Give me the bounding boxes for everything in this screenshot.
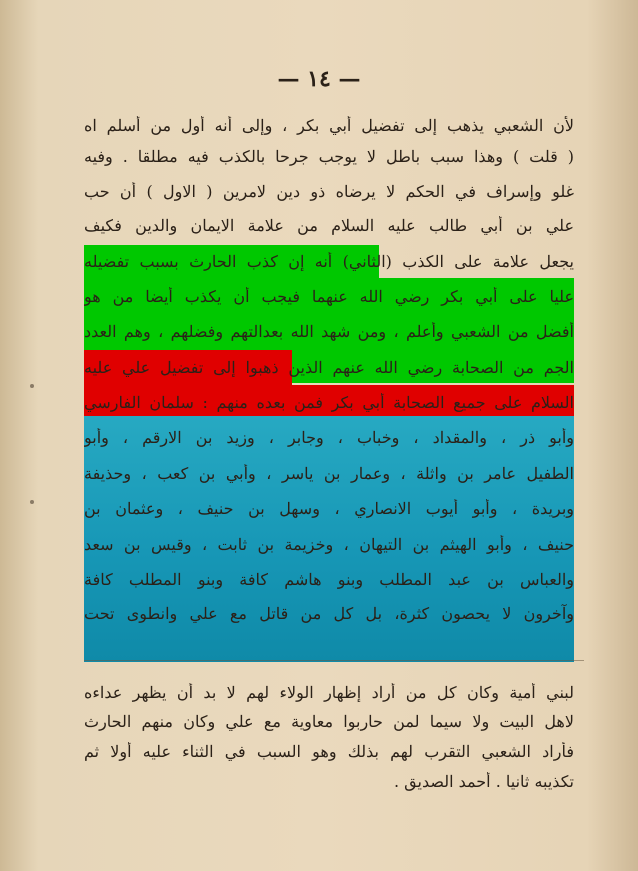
- text-line: عليا على أبي بكر رضي الله عنهما فيجب أن يكذب أيضا من هو: [84, 287, 574, 306]
- footnote-line: تكذيبه ثانيا . أحمد الصديق .: [393, 772, 574, 791]
- text-line: أفضل من الشعبي وأعلم ، ومن شهد الله بعدالتهم وفضلهم ، وهم العدد: [84, 322, 574, 341]
- text-line: يجعل علامة على الكذب (الثاني) أنه إن كذب الحارث بسبب تفضيله: [84, 252, 574, 271]
- text-line: الطفيل عامر بن واثلة ، وعمار بن ياسر ، وأبي بن كعب ، وحذيفة: [84, 464, 574, 483]
- footnote-line: لبني أمية وكان كل من أراد إظهار الولاء لهم لا بد أن يظهر عداءه: [84, 683, 574, 702]
- text-line: الجم من الصحابة رضي الله عنهم الذين ذهبوا إلى تفضيل علي عليه: [84, 358, 574, 377]
- text-line: وآخرون لا يحصون كثرة، بل كل من قاتل مع علي وانطوى تحت: [84, 604, 574, 623]
- text-line: غلو وإسراف في الحكم لا يرضاه ذو دين لامرين ( الاول ) أن حب: [84, 182, 574, 201]
- footnote-line: لاهل البيت ولا سيما لمن حاربوا معاوية مع علي وكان منهم الحارث: [84, 712, 574, 731]
- page-number: — ١٤ —: [277, 66, 361, 92]
- text-line: لأن الشعبي يذهب إلى تفضيل أبي بكر ، وإلى أنه أول من أسلم اه: [84, 116, 574, 135]
- text-line: علي بن أبي طالب عليه السلام من علامة الايمان والدين فكيف: [84, 216, 574, 235]
- footnote-line: فأراد الشعبي التقرب لهم بذلك وهو السبب في الثناء عليه أولا ثم: [84, 742, 574, 761]
- text-line: وبريدة ، وأبو أيوب الانصاري ، وسهل بن حنيف ، وعثمان بن: [84, 499, 574, 518]
- footnote-divider: [84, 660, 584, 661]
- binding-mark: [30, 384, 34, 388]
- text-line: حنيف ، وأبو الهيثم بن التيهان ، وخزيمة بن ثابت ، وقيس بن سعد: [84, 535, 574, 554]
- text-line: السلام على جميع الصحابة أبي بكر فمن بعده منهم : سلمان الفارسي: [84, 393, 574, 412]
- text-line: والعباس بن عبد المطلب وبنو هاشم كافة وبنو المطلب كافة: [84, 570, 574, 589]
- text-line: ( قلت ) وهذا سبب باطل لا يوجب جرحا بالكذب فيه مطلقا . وفيه: [84, 147, 574, 166]
- text-line: وأبو ذر ، والمقداد ، وخباب ، وجابر ، وزيد بن الارقم ، وأبو: [84, 428, 574, 447]
- binding-mark: [30, 500, 34, 504]
